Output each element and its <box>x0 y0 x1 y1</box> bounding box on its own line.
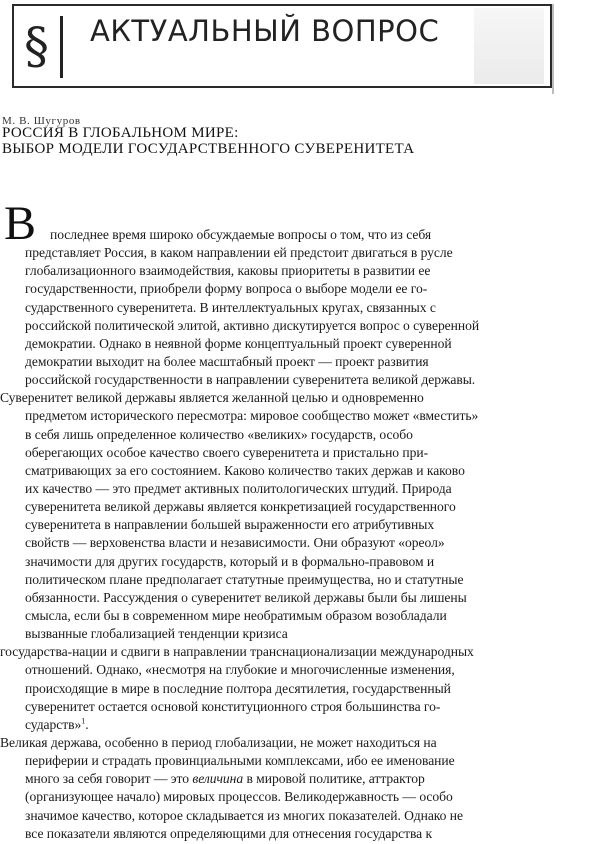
italic-emphasis: величина <box>192 771 244 787</box>
body-line: свойств — верховенства власти и независимости. Они образуют «ореол» <box>25 535 445 551</box>
body-line: значимости для других государств, который и в формально-правовом и <box>25 553 435 569</box>
body-line: в себя лишь определенное количество «великих» государств, особо <box>25 426 413 442</box>
body-line: оберегающих особое качество своего суверенитета и пристально при- <box>25 444 429 460</box>
body-line: значимое качество, которое складывается из многих показателей. Однако не <box>25 807 463 823</box>
body-line <box>0 770 592 788</box>
body-line: (организующее начало) мировых процессов. Великодержавность — особо <box>25 789 453 805</box>
article-body <box>0 226 592 843</box>
article-author: М. В. Шугуров <box>2 115 81 127</box>
body-line: вызванные глобализацией тенденции кризиса <box>25 626 288 642</box>
body-line: обязанности. Рассуждения о суверенитет великой державы были бы лишены <box>25 589 467 605</box>
article-title <box>2 125 562 157</box>
header-divider <box>60 16 63 78</box>
body-line: смысла, если бы в современном мире необратимым образом возобладали <box>25 607 447 623</box>
body-line: демократии выходит на более масштабный проект — проект развития <box>25 353 429 369</box>
section-sign-icon: § <box>24 17 49 75</box>
sentence-end: . <box>85 716 89 732</box>
body-line <box>0 716 592 734</box>
body-line: российской государственности в направлении суверенитета великой державы. <box>25 372 476 388</box>
body-line-text: много за себя говорит — это <box>25 771 189 787</box>
body-line: предметом исторического пересмотра: мировое сообщество может «вместить» <box>25 408 479 424</box>
body-line: политическом плане предполагает статутные преимущества, но и статутные <box>25 571 464 587</box>
body-line: представляет Россия, в каком направлении ей предстоит двигаться в русле <box>25 245 453 261</box>
body-line: глобализационного взаимодействия, каковы приоритеты в развитии ее <box>25 263 431 279</box>
body-line: сударственного суверенитета. В интеллектуальных кругах, связанных с <box>25 299 436 315</box>
body-line-text: сударств» <box>25 716 82 732</box>
drop-cap: В <box>4 197 37 250</box>
body-line: государства-нации и сдвиги в направлении транснационализации международных <box>0 644 474 660</box>
title-line: РОССИЯ В ГЛОБАЛЬНОМ МИРЕ: <box>2 125 239 141</box>
body-line: суверенитета великой державы является конкретизацией государственного <box>25 499 456 515</box>
body-line: демократии. Однако в неявной форме концептуальный проект суверенной <box>25 335 452 351</box>
body-line: Суверенитет великой державы является желанной целью и одновременно <box>0 390 424 406</box>
header-edge-shadow <box>552 4 554 94</box>
body-line: Великая держава, особенно в период глобализации, не может находиться на <box>0 734 437 750</box>
body-line: их качество — это предмет активных политологических штудий. Природа <box>25 480 452 496</box>
body-line: государственности, приобрели форму вопроса о выборе модели ее го- <box>25 281 428 297</box>
body-line: происходящие в мире в последние полтора десятилетия, государственный <box>25 680 451 696</box>
body-line: российской политической элитой, активно дискутируется вопрос о суверенной <box>25 317 480 333</box>
rubric-title: АКТУАЛЬНЫЙ ВОПРОС <box>90 14 440 48</box>
title-line: ВЫБОР МОДЕЛИ ГОСУДАРСТВЕННОГО СУВЕРЕНИТЕТА <box>2 141 415 157</box>
body-line: суверенитета в направлении большей выраженности его атрибутивных <box>25 517 435 533</box>
body-line: отношений. Однако, «несмотря на глубокие и многочисленные изменения, <box>25 662 455 678</box>
body-line: периферии и страдать провинциальными комплексами, ибо ее именование <box>25 753 455 769</box>
body-line: все показатели являются определяющими для отнесения государства к <box>25 825 433 841</box>
section-header <box>12 4 552 88</box>
body-line: сматривающих за его состоянием. Каково количество таких держав и каково <box>25 462 465 478</box>
body-line: суверенитет остается основой конституционного строя большинства го- <box>25 698 441 714</box>
body-line-text: в мировой политике, аттрактор <box>246 771 425 787</box>
header-watermark <box>474 8 544 84</box>
body-line: последнее время широко обсуждаемые вопросы о том, что из себя <box>50 227 432 242</box>
footnote-mark: 1 <box>81 716 86 726</box>
